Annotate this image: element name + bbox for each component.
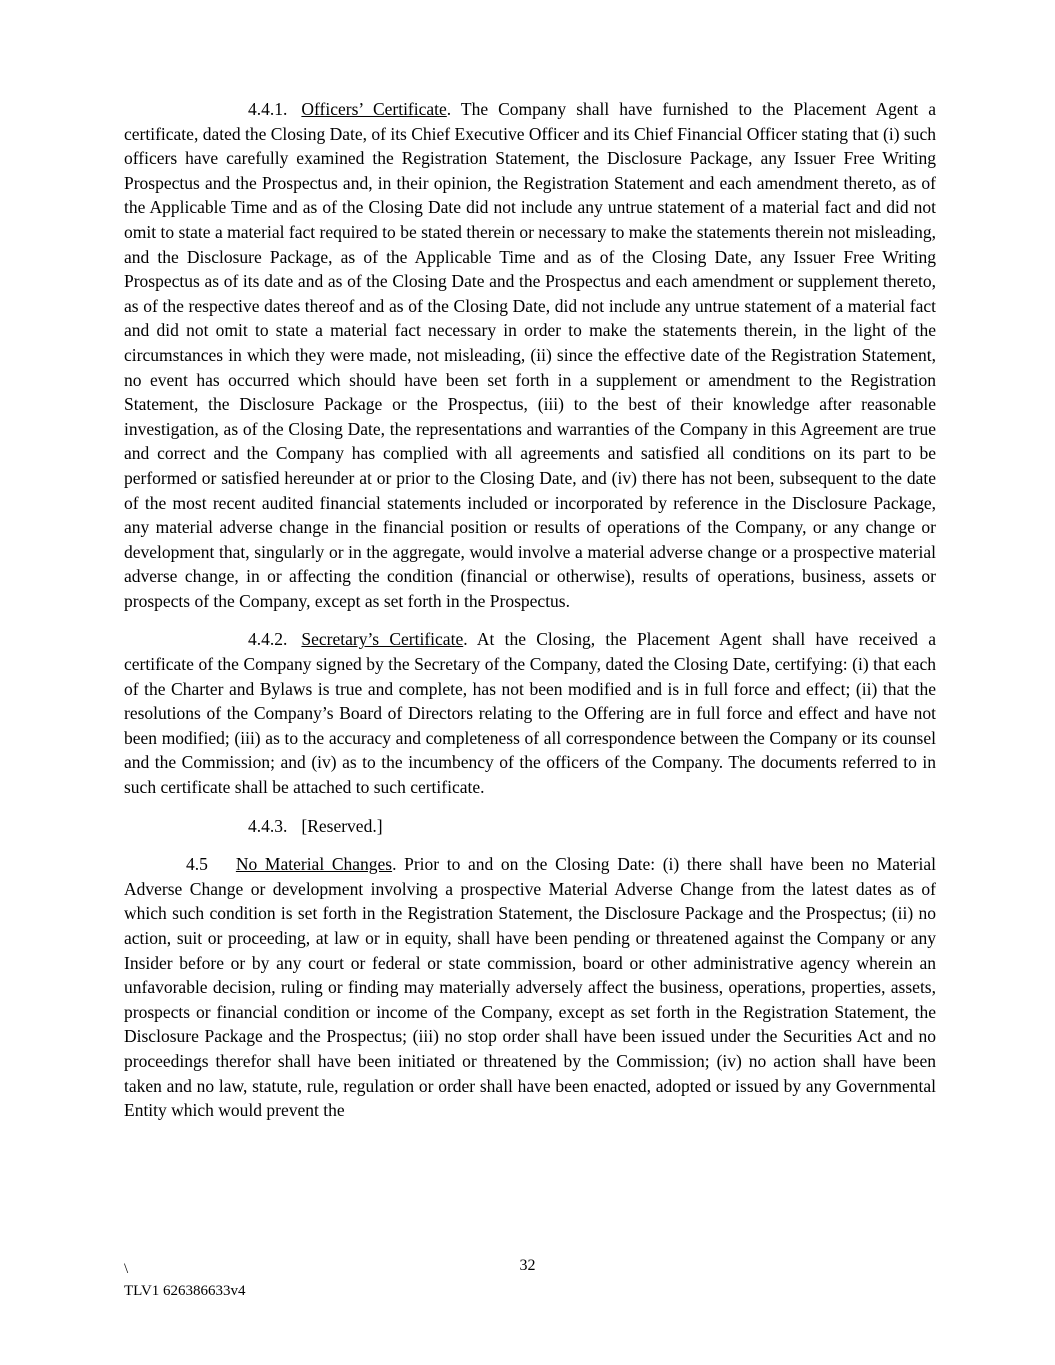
section-heading: Secretary’s Certificate: [301, 629, 464, 650]
section-text: . Prior to and on the Closing Date: (i) there shall have been no Material Adverse Change or development involving a prospective Material Adverse Change from the latest dates as of which such condition is set forth in the Registration Statement, the Disclosure Package and the Prospectus; (ii) no action, suit or proceeding, at law or in equity, shall have been pending or threatened against the Company or any Insider before or by any court or federal or state commission, board or other administrative agency wherein an unfavorable decision, ruling or finding may materially adversely affect the business, operations, properties, assets, prospects or financial condition or income of the Company, except as set forth in the Registration Statement, the Disclosure Package and the Prospectus; (iii) no stop order shall have been issued under the Securities Act and no proceedings therefor shall have been initiated or threatened by the Commission; (iv) no action shall have been taken and no law, statute, rule, regulation or order shall have been enacted, adopted or issued by any Governmental Entity which would prevent the: [124, 854, 936, 1121]
section-heading: Officers’ Certificate: [301, 99, 447, 119]
paragraph-reserved: [124, 814, 936, 839]
page-footer: [0, 1256, 1055, 1299]
section-number: 4.4.3.: [248, 815, 288, 836]
section-number: 4.5: [186, 854, 208, 875]
paragraph-no-material-changes: [124, 852, 936, 1123]
footer-left-block: [124, 1258, 246, 1302]
section-heading: No Material Changes: [235, 854, 393, 875]
document-id: TLV1 626386633v4: [124, 1283, 246, 1299]
section-text: . At the Closing, the Placement Agent shall have received a certificate of the Company signed by the Secretary of the Company, dated the Closing Date, certifying: (i) that each of the Charter and Bylaws is true and complete, has not been modified and is in full force and effect; (ii) that the resolutions of the Company’s Board of Directors relating to the Offering are in full force and effect and have not been modified; (iii) as to the accuracy and completeness of all correspondence between the Company or its counsel and the Commission; and (iv) as to the incumbency of the officers of the Company. The documents referred to in such certificate shall be attached to such certificate.: [124, 629, 936, 798]
section-number: 4.4.1.: [248, 99, 288, 119]
section-text: . The Company shall have furnished to the Placement Agent a certificate, dated the Closing Date, of its Chief Executive Officer and its Chief Financial Officer stating that (i) such officers have carefully examined the Registration Statement, the Disclosure Package, any Issuer Free Writing Prospectus and the Prospectus and, in their opinion, the Registration Statement and each amendment thereto, as of the Applicable Time and as of the Closing Date did not include any untrue statement of a material fact and did not omit to state a material fact required to be stated therein or necessary to make the statements therein not misleading, and the Disclosure Package, as of the Applicable Time and as of the Closing Date, any Issuer Free Writing Prospectus as of its date and as of the Closing Date and the Prospectus and each amendment or supplement thereto, as of the respective dates thereof and as of the Closing Date, did not include any untrue statement of a material fact and did not omit to state a material fact necessary in order to make the statements therein, in the light of the circumstances in which they were made, not misleading, (ii) since the effective date of the Registration Statement, no event has occurred which should have been set forth in a supplement or amendment to the Registration Statement, the Disclosure Package or the Prospectus, (iii) to the best of their knowledge after reasonable investigation, as of the Closing Date, the representations and warranties of the Company in this Agreement are true and correct and the Company has complied with all agreements and satisfied all conditions on its part to be performed or satisfied hereunder at or prior to the Closing Date, and (iv) there has not been, subsequent to the date of the most recent audited financial statements included or incorporated by reference in the Disclosure Package, any material adverse change in the financial position or results of operations of the Company, or any change or development that, singularly or in the aggregate, would involve a material adverse change or a prospective material adverse change, in or affecting the condition (financial or otherwise), results of operations, business, assets or prospects of the Company, except as set forth in the Prospectus.: [124, 99, 937, 611]
section-text: [Reserved.]: [301, 815, 383, 836]
section-number: 4.4.2.: [248, 629, 288, 650]
footer-mark: \: [124, 1261, 129, 1277]
paragraph-secretarys-certificate: [124, 627, 936, 799]
paragraph-officers-certificate: [124, 97, 936, 613]
page-number: 32: [519, 1257, 536, 1274]
document-body: [124, 97, 936, 1137]
